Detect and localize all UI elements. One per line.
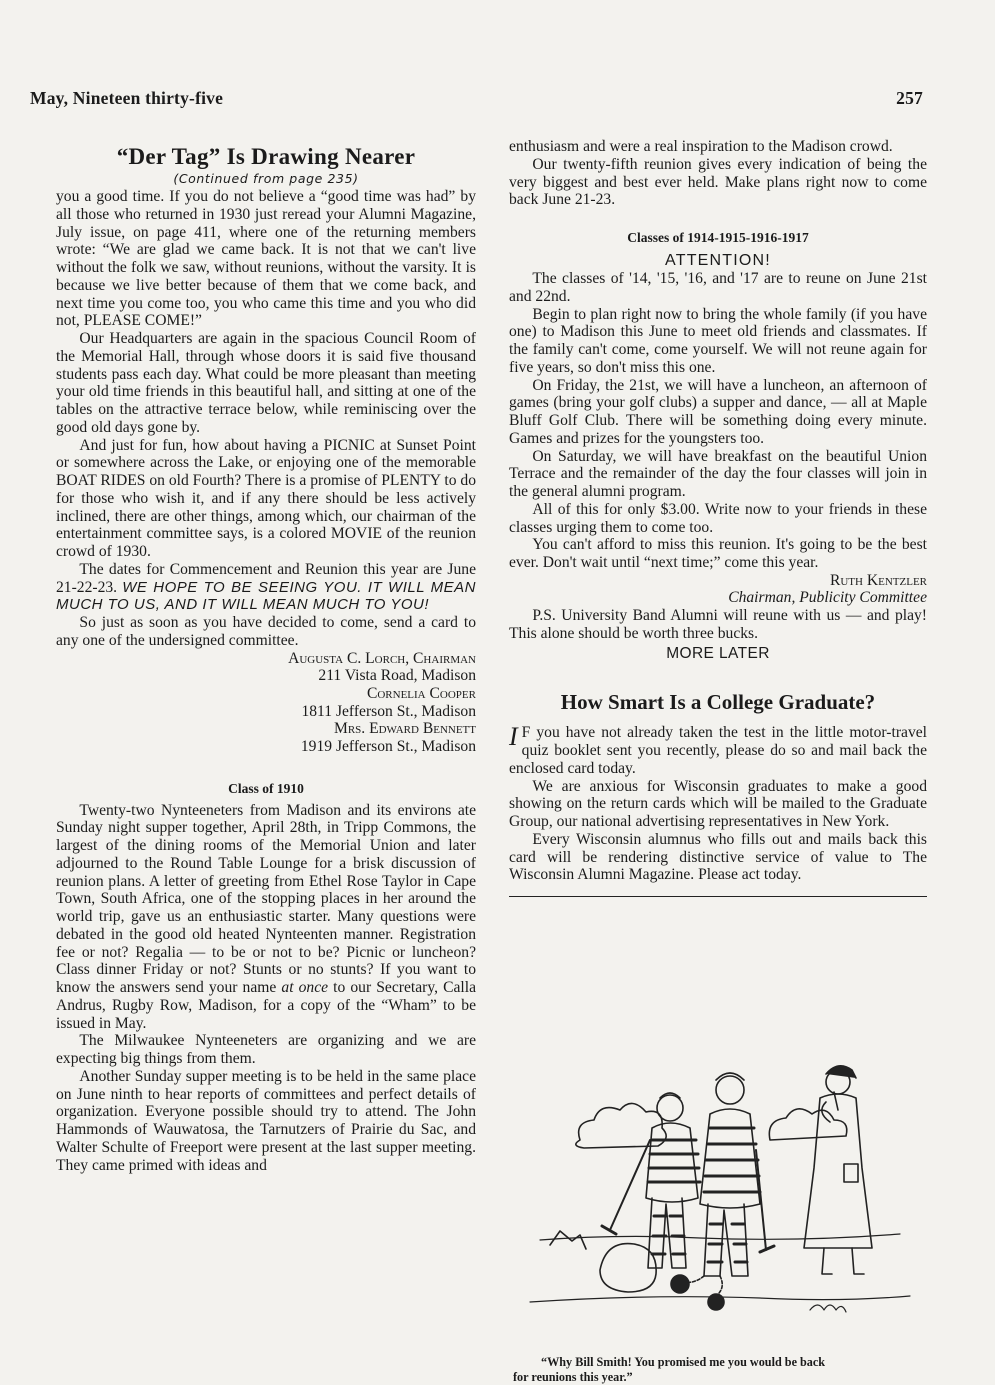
paragraph	[56, 802, 476, 1033]
paragraph: On Saturday, we will have breakfast on the beautiful Union Terrace and the remainder of the day the four classes will join in the general alumni program.	[509, 447, 927, 500]
caption-line: “Why Bill Smith! You promised me you would be back	[541, 1355, 826, 1369]
committee-member-address: 1919 Jefferson St., Madison	[300, 738, 476, 756]
woman-figure	[804, 1066, 872, 1274]
paragraph: On Friday, the 21st, we will have a luncheon, an afternoon of games (bring your golf clubs) a supper and dance, — all at Maple Bluff Golf Club. There will be something doing every minute. Games and prizes for the youngsters too.	[509, 376, 927, 447]
paragraph	[509, 724, 927, 777]
reunion-cartoon-illustration	[520, 1040, 920, 1345]
committee-member-name: Cornelia Cooper	[366, 684, 476, 702]
paragraph: Our twenty-fifth reunion gives every indication of being the very biggest and best ever held. Make plans right now to come back June 21-23.	[509, 155, 927, 209]
paragraph: We are anxious for Wisconsin graduates to make a good showing on the return cards which will be mailed to the Graduate Group, our national advertising representatives in New York.	[509, 777, 927, 831]
paragraph: The classes of '14, '15, '16, and '17 are to reune on June 21st and 22nd.	[509, 270, 927, 305]
page-number: 257	[896, 88, 923, 108]
text-run: to our Secretary, Calla Andrus, Rugby Row, Madison, for a copy of the “Wham” to be issued in May.	[56, 979, 476, 1032]
text-run: F you have not already taken the test in the little motor-travel quiz booklet sent you recently, please do so and mail back the enclosed card today.	[509, 724, 927, 777]
caption-line: for reunions this year.”	[513, 1370, 633, 1384]
emphasis-text: WE HOPE TO BE SEEING YOU. IT WILL MEAN MUCH TO US, AND IT WILL MEAN MUCH TO YOU!	[56, 578, 476, 614]
paragraph: And just for fun, how about having a PICNIC at Sunset Point or somewhere across the Lake, or enjoying one of the memorable BOAT RIDES on old Fourth? There is a promise of PLENTY to do for those who wish it, and if any there should be less actively inclined, there are other things, among which, our chairman of the entertainment committee says, is a colored MOVIE of the reunion crowd of 1930.	[56, 436, 476, 560]
divider-rule	[509, 896, 927, 897]
article-title-college-graduate: How Smart Is a College Graduate?	[560, 690, 876, 715]
paragraph: You can't afford to miss this reunion. It's going to be the best ever. Don't wait until “next time;” come this year.	[509, 536, 927, 571]
committee-member-name: Mrs. Edward Bennett	[333, 720, 476, 738]
text-run: Twenty-two Nynteeneters from Madison and its environs ate Sunday night supper together, April 28th, in Tripp Commons, the largest of the dining rooms of the Memorial Union and later adjourned to the Round Table Lounge for a brisk discussion of reunion plans. A letter of greeting from Ethel Rose Taylor in Cape Town, South Africa, one of the stopping places in her around the world trip, gave us an enthusiastic starter. Many questions were debated in the good old heated Nynteenten manner. Registration fee or not? Regalia — to be or not to be? Picnic or luncheon? Class dinner Friday or not? Stunts or no stunts? If you want to know the answers send your name	[56, 801, 476, 997]
signature	[509, 572, 927, 607]
paragraph: enthusiasm and were a real inspiration to the Madison crowd.	[509, 138, 893, 155]
small-rock	[550, 1231, 586, 1249]
committee-list	[56, 650, 476, 756]
dates-text: The dates for Commencement and Reunion this year are June 21-22-23.	[56, 560, 476, 596]
section-heading-class-1910: Class of 1910	[228, 780, 304, 796]
paragraph: Another Sunday supper meeting is to be held in the same place on June ninth to hear reports of committees and perfect details of organization. Everyone possible should try to attend. The John Hammonds of Wauwatosa, the Tarnutzers of Prairie du Sac, and Walter Schulte of Freeport were present at the last supper meeting. They came primed with ideas and	[56, 1067, 476, 1174]
continued-note: (Continued from page 235)	[173, 171, 359, 186]
committee-member-address: 211 Vista Road, Madison	[318, 667, 476, 685]
paragraph: Begin to plan right now to bring the whole family (if you have one) to Madison this June to meet old friends and classmates. If the family can't come, come yourself. We will not reune again for five years, so don't miss this one.	[509, 305, 927, 376]
cartoon-caption	[513, 1355, 933, 1385]
more-later: MORE LATER	[666, 644, 770, 662]
section-heading-classes-1914-1917: Classes of 1914-1915-1916-1917	[627, 230, 809, 245]
convict-figure-right	[700, 1073, 774, 1276]
attention-heading: ATTENTION!	[665, 252, 771, 269]
paragraph: Our Headquarters are again in the spacious Council Room of the Memorial Hall, through whose doors it is said five thousand students pass each day. What could be more pleasant than meeting your old time friends in this beautiful hall, and sitting at one of the tables on the attractive terrace below, while reminiscing over the good old days gone by.	[56, 330, 476, 436]
cloud-right	[769, 1109, 846, 1140]
issue-date: May, Nineteen thirty-five	[30, 88, 224, 108]
paragraph: you a good time. If you do not believe a “good time was had” by all those who returned in 1930 just reread your Alumni Magazine, July issue, on page 411, where one of the returning members wrote: “We are glad we came back. It is not that we can't live without the folk we saw, without reunions, without the varsity. It is because we live better because of them that we come back, and next time you come too, you who came this time and you who did not, PLEASE COME!”	[56, 188, 476, 330]
artist-signature	[810, 1305, 846, 1312]
right-column	[509, 138, 927, 897]
article-title-der-tag: “Der Tag” Is Drawing Nearer	[116, 144, 416, 169]
paragraph: Every Wisconsin alumnus who fills out and mails back this card will be rendering distinctive service of value to The Wisconsin Alumni Magazine. Please act today.	[509, 830, 927, 884]
paragraph: The Milwaukee Nynteeneters are organizing and we are expecting big things from them.	[56, 1032, 476, 1068]
paragraph: All of this for only $3.00. Write now to your friends in these classes urging them to come too.	[509, 500, 927, 536]
paragraph	[56, 561, 476, 614]
committee-member-address: 1811 Jefferson St., Madison	[301, 702, 476, 720]
signer-name: Ruth Kentzler	[829, 571, 927, 589]
convict-figure-left	[602, 1093, 700, 1268]
drop-cap: I	[509, 722, 518, 752]
signer-title: Chairman, Publicity Committee	[728, 589, 927, 607]
postscript: P.S. University Band Alumni will reune with us — and play! This alone should be worth three bucks.	[509, 607, 927, 642]
running-head	[30, 88, 923, 109]
emphasis-text: at once	[281, 979, 329, 997]
left-column	[56, 138, 476, 1174]
paragraph: So just as soon as you have decided to come, send a card to any one of the undersigned committee.	[56, 614, 476, 649]
committee-member-name: Augusta C. Lorch, Chairman	[288, 649, 476, 667]
